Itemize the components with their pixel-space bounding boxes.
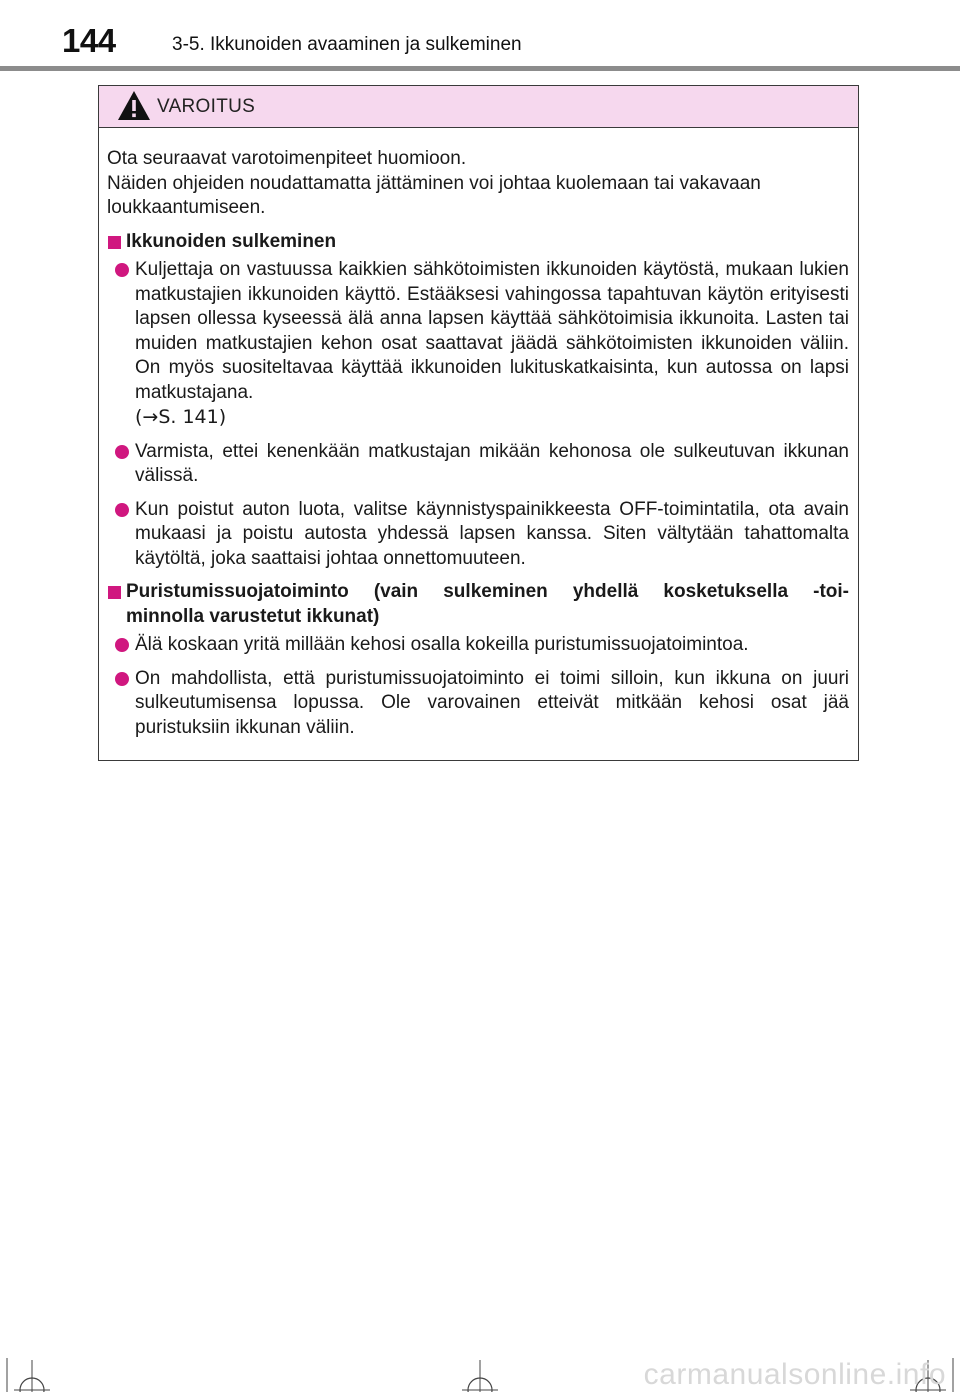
header-rule [0, 66, 960, 71]
intro-line: Ota seuraavat varotoimenpiteet huomioon. [107, 148, 467, 169]
section-heading-text: Ikkunoiden sulkeminen [126, 230, 337, 252]
list-item [107, 633, 849, 658]
list-item [107, 667, 849, 741]
list-item-text: Kun poistut auton luota, valitse käynnistyspainikkeesta OFF-toimintatila, ota avain mukaasi ja poistu autosta yhdessä lapsen kanssa. Siten vältytään tahattomalta käytöltä, joka saattaisi johtaa onnettomuuteen. [135, 498, 849, 569]
circle-bullet-icon [115, 503, 129, 517]
section-heading [107, 230, 849, 255]
list-item-text: Kuljettaja on vastuussa kaikkien sähkötoimisten ikkunoiden käytöstä, mukaan lukien matkustajien ikkunoiden käyttö. Estääksesi vahingossa tapahtuvan käytön erityisesti lapsen ollessa kyseessä älä anna lapsen käyttää sähkötoimisia ikkunoita. Lasten tai muiden matkustajien kehon osat saattavat jäädä sähkötoimisten ikkunoiden väliin. On myös suositeltavaa käyttää ikkunoiden lukituskatkaisinta, kun autossa on lapsi matkustajana. [135, 259, 849, 403]
warning-body [99, 128, 858, 740]
circle-bullet-icon [115, 638, 129, 652]
warning-label: VAROITUS [157, 96, 256, 117]
warning-triangle-icon [117, 90, 151, 122]
list-item [107, 258, 849, 431]
registration-mark-icon [0, 1356, 60, 1392]
list-item-text: On mahdollista, että puristumissuojatoiminto ei toimi silloin, kun ikkuna on juuri sulkeutumisensa lopussa. Ole varovainen etteivät mitkään kehosi osat jää puristuksiin ikkunan väliin. [135, 667, 849, 738]
section-title: 3-5. Ikkunoiden avaaminen ja sulkeminen [172, 34, 522, 55]
warning-header [99, 86, 858, 128]
page-number: 144 [62, 22, 116, 59]
warning-box [98, 85, 859, 761]
list-item [107, 498, 849, 572]
list-item-text: Varmista, ettei kenenkään matkustajan mikään kehonosa ole sulkeutuvan ikkunan välissä. [135, 440, 849, 486]
square-bullet-icon [108, 586, 121, 599]
square-bullet-icon [108, 236, 121, 249]
watermark: carmanualsonline.info [643, 1358, 946, 1391]
list-item [107, 440, 849, 489]
section-heading-text: minnolla varustetut ikkunat) [126, 605, 380, 627]
section-heading [107, 580, 849, 629]
intro-line: Näiden ohjeiden noudattamatta jättäminen voi johtaa kuolemaan tai vakavaan loukkaantumiseen. [107, 172, 761, 218]
circle-bullet-icon [115, 263, 129, 277]
circle-bullet-icon [115, 672, 129, 686]
list-item-text: Älä koskaan yritä millään kehosi osalla kokeilla puristumissuojatoimintoa. [135, 634, 749, 655]
page-reference: (→S. 141) [135, 406, 227, 428]
section-heading-text: Puristumissuojatoiminto (vain sulkeminen yhdellä kosketuksella -toi- [126, 581, 849, 602]
circle-bullet-icon [115, 445, 129, 459]
registration-mark-icon [450, 1356, 510, 1392]
